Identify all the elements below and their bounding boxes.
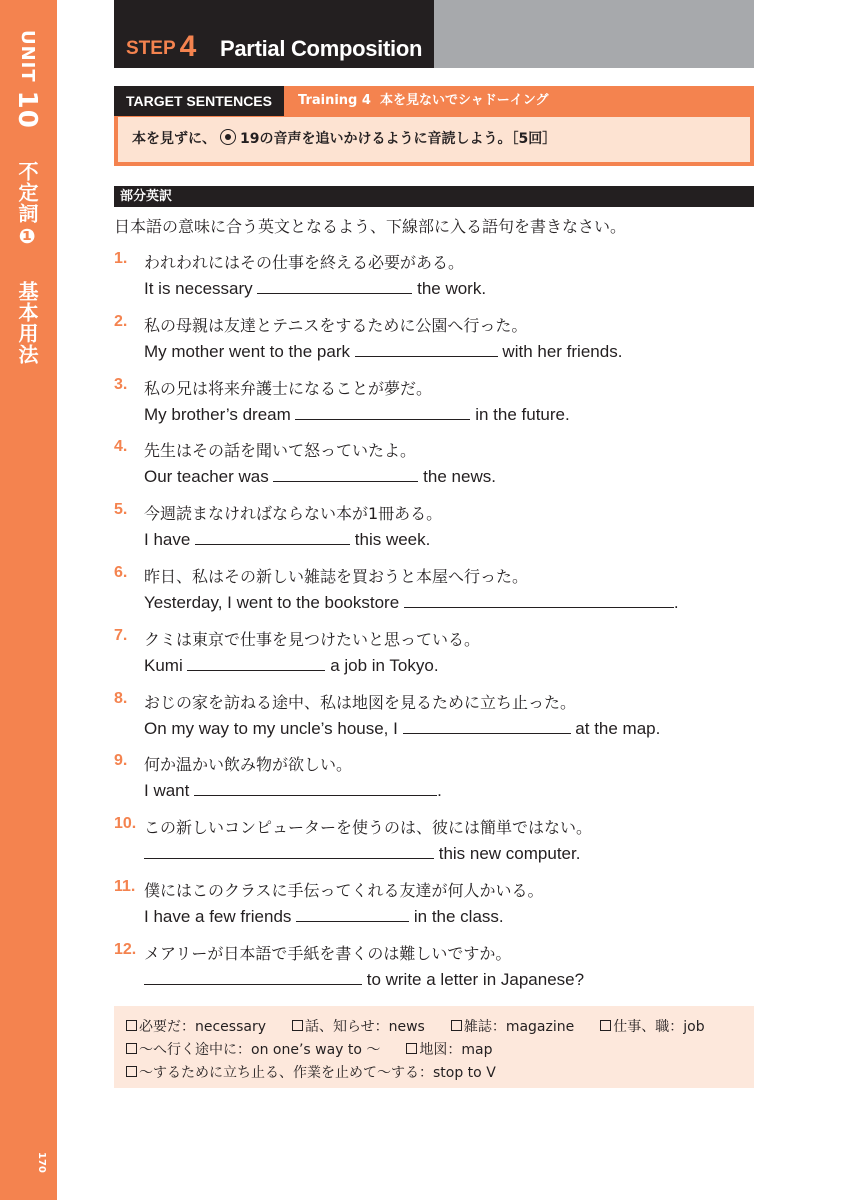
- checkbox-icon[interactable]: [292, 1020, 303, 1031]
- question-japanese: われわれにはその仕事を終える必要がある。: [144, 253, 465, 272]
- question-english-post: .: [437, 781, 442, 801]
- vocab-row: [126, 1016, 731, 1036]
- question-english-pre: My mother went to the park: [144, 341, 355, 361]
- question-english-post: with her friends.: [497, 341, 623, 361]
- training-description: 本を見ないでシャドーイング: [379, 93, 549, 108]
- question-number: 10.: [114, 815, 137, 833]
- vocab-item: [406, 1039, 492, 1059]
- question-number: 5.: [114, 501, 128, 519]
- question-english-post: this week.: [350, 530, 431, 550]
- question-english-post: in the future.: [470, 404, 570, 424]
- step-header-filler: [434, 0, 754, 68]
- question-english-post: at the map.: [570, 718, 661, 738]
- vocab-text: 必要だ：necessary: [139, 1019, 267, 1035]
- answer-blank[interactable]: [187, 656, 325, 671]
- unit-sidebar: [0, 0, 57, 1200]
- vocabulary-box: [114, 1006, 754, 1088]
- question-japanese: 僕にはこのクラスに手伝ってくれる友達が何人かいる。: [144, 881, 544, 900]
- section-instruction: 日本語の意味に合う英文となるよう、下線部に入る語句を書きなさい。: [114, 217, 627, 236]
- vocab-text: 仕事、職：job: [613, 1019, 705, 1035]
- question-number: 9.: [114, 752, 128, 770]
- question-english: [144, 719, 660, 739]
- checkbox-icon[interactable]: [126, 1020, 137, 1031]
- question-number: 7.: [114, 626, 128, 644]
- vocab-item: [292, 1016, 425, 1036]
- vocab-text: 〜へ行く途中に：on one’s way to 〜: [139, 1042, 381, 1058]
- question-english-post: this new computer.: [434, 844, 581, 864]
- question-english: [144, 970, 584, 990]
- answer-blank[interactable]: [403, 719, 571, 734]
- question-english: [144, 405, 570, 425]
- question-japanese: 私の兄は将来弁護士になることが夢だ。: [144, 378, 433, 398]
- page-number: 170: [36, 1152, 47, 1173]
- vocab-row: [126, 1062, 522, 1082]
- unit-topic: 不定詞❶: [15, 160, 39, 249]
- question-number: 2.: [114, 312, 128, 330]
- section-heading: 部分英訳: [114, 186, 754, 207]
- question-english-post: in the class.: [409, 907, 504, 926]
- question-japanese: 昨日、私はその新しい雑誌を買おうと本屋へ行った。: [144, 567, 529, 586]
- question-japanese: 先生はその話を聞いて怒っていたよ。: [144, 441, 417, 461]
- question-english-pre: On my way to my uncle’s house, I: [144, 718, 403, 738]
- answer-blank[interactable]: [194, 781, 437, 796]
- vocab-item: [126, 1016, 266, 1036]
- answer-blank[interactable]: [144, 970, 362, 985]
- vocab-text: 雑誌：magazine: [463, 1019, 575, 1035]
- question-english-post: .: [673, 593, 679, 612]
- question-japanese: メアリーが日本語で手紙を書くのは難しいですか。: [144, 943, 512, 963]
- question-english-post: the news.: [418, 467, 496, 487]
- question-english: [144, 467, 496, 487]
- unit-number: 10: [12, 90, 42, 129]
- unit-label: [12, 30, 42, 365]
- target-sentences-box: [114, 86, 754, 166]
- question-english-pre: Our teacher was: [144, 467, 274, 487]
- vocab-text: 〜するために立ち止る、作業を止めて〜する：stop to V: [139, 1065, 496, 1081]
- question-english: [144, 342, 622, 362]
- step-title: Partial Composition: [220, 36, 423, 61]
- target-sentences-label: TARGET SENTENCES: [114, 86, 284, 116]
- question-english: [144, 907, 504, 927]
- checkbox-icon[interactable]: [406, 1043, 417, 1054]
- question-english-pre: I have a few friends: [144, 907, 297, 926]
- vocab-item: [126, 1039, 380, 1059]
- vocab-item: [451, 1016, 574, 1036]
- answer-blank[interactable]: [257, 279, 412, 294]
- step-word: STEP: [126, 38, 176, 59]
- audio-track-icon: [220, 129, 236, 145]
- question-number: 1.: [114, 250, 128, 267]
- vocab-item: [600, 1016, 704, 1036]
- answer-blank[interactable]: [404, 593, 674, 608]
- question-number: 8.: [114, 689, 128, 707]
- question-number: 12.: [114, 940, 137, 958]
- question-number: 6.: [114, 564, 128, 581]
- instruction-pre: 本を見ずに、: [132, 131, 216, 147]
- instruction-post: 19の音声を追いかけるように音読しよう。［5回］: [240, 131, 557, 147]
- vocab-row: [126, 1039, 519, 1059]
- checkbox-icon[interactable]: [126, 1043, 137, 1054]
- checkbox-icon[interactable]: [126, 1066, 137, 1077]
- question-english-pre: It is necessary: [144, 279, 258, 298]
- training-instruction: [118, 117, 750, 162]
- question-japanese: この新しいコンピューターを使うのは、彼には簡単ではない。: [144, 818, 593, 838]
- question-japanese: クミは東京で仕事を見つけたいと思っている。: [144, 629, 481, 649]
- answer-blank[interactable]: [273, 467, 418, 482]
- question-english: [144, 844, 580, 864]
- vocab-text: 地図：map: [419, 1042, 493, 1058]
- answer-blank[interactable]: [195, 530, 350, 545]
- question-english: [144, 781, 442, 801]
- question-english-pre: My brother’s dream: [144, 404, 296, 424]
- question-english: [144, 656, 439, 676]
- question-japanese: 今週読まなければならない本が1冊ある。: [144, 504, 443, 524]
- vocab-text: 話、知らせ：news: [305, 1019, 425, 1035]
- checkbox-icon[interactable]: [600, 1020, 611, 1031]
- step-header: [114, 0, 434, 68]
- question-number: 11.: [114, 878, 136, 895]
- question-english-pre: I want: [144, 781, 195, 801]
- question-english-pre: Yesterday, I went to the bookstore: [144, 593, 404, 612]
- step-label: [126, 30, 196, 64]
- unit-subtopic: 基本用法: [15, 280, 39, 365]
- question-number: 4.: [114, 438, 128, 456]
- training-heading: [298, 86, 548, 116]
- question-english: [144, 279, 486, 299]
- question-english-pre: I have: [144, 530, 196, 550]
- question-japanese: 何か温かい飲み物が欲しい。: [144, 755, 353, 775]
- question-english: [144, 593, 679, 613]
- answer-blank[interactable]: [296, 907, 409, 922]
- question-japanese: 私の母親は友達とテニスをするために公園へ行った。: [144, 315, 528, 335]
- training-number: Training 4: [298, 93, 371, 108]
- checkbox-icon[interactable]: [451, 1020, 462, 1031]
- question-english-post: the work.: [412, 279, 487, 298]
- answer-blank[interactable]: [144, 844, 434, 859]
- question-english-post: a job in Tokyo.: [325, 655, 439, 675]
- step-number: 4: [179, 30, 197, 63]
- question-japanese: おじの家を訪ねる途中、私は地図を見るために立ち止った。: [144, 692, 577, 712]
- answer-blank[interactable]: [355, 342, 498, 357]
- vocab-item: [126, 1062, 496, 1082]
- unit-word: UNIT: [17, 30, 38, 83]
- question-english-post: to write a letter in Japanese?: [362, 969, 585, 989]
- question-english-pre: Kumi: [144, 655, 188, 675]
- question-english: [144, 530, 430, 550]
- answer-blank[interactable]: [295, 405, 470, 420]
- question-number: 3.: [114, 375, 128, 393]
